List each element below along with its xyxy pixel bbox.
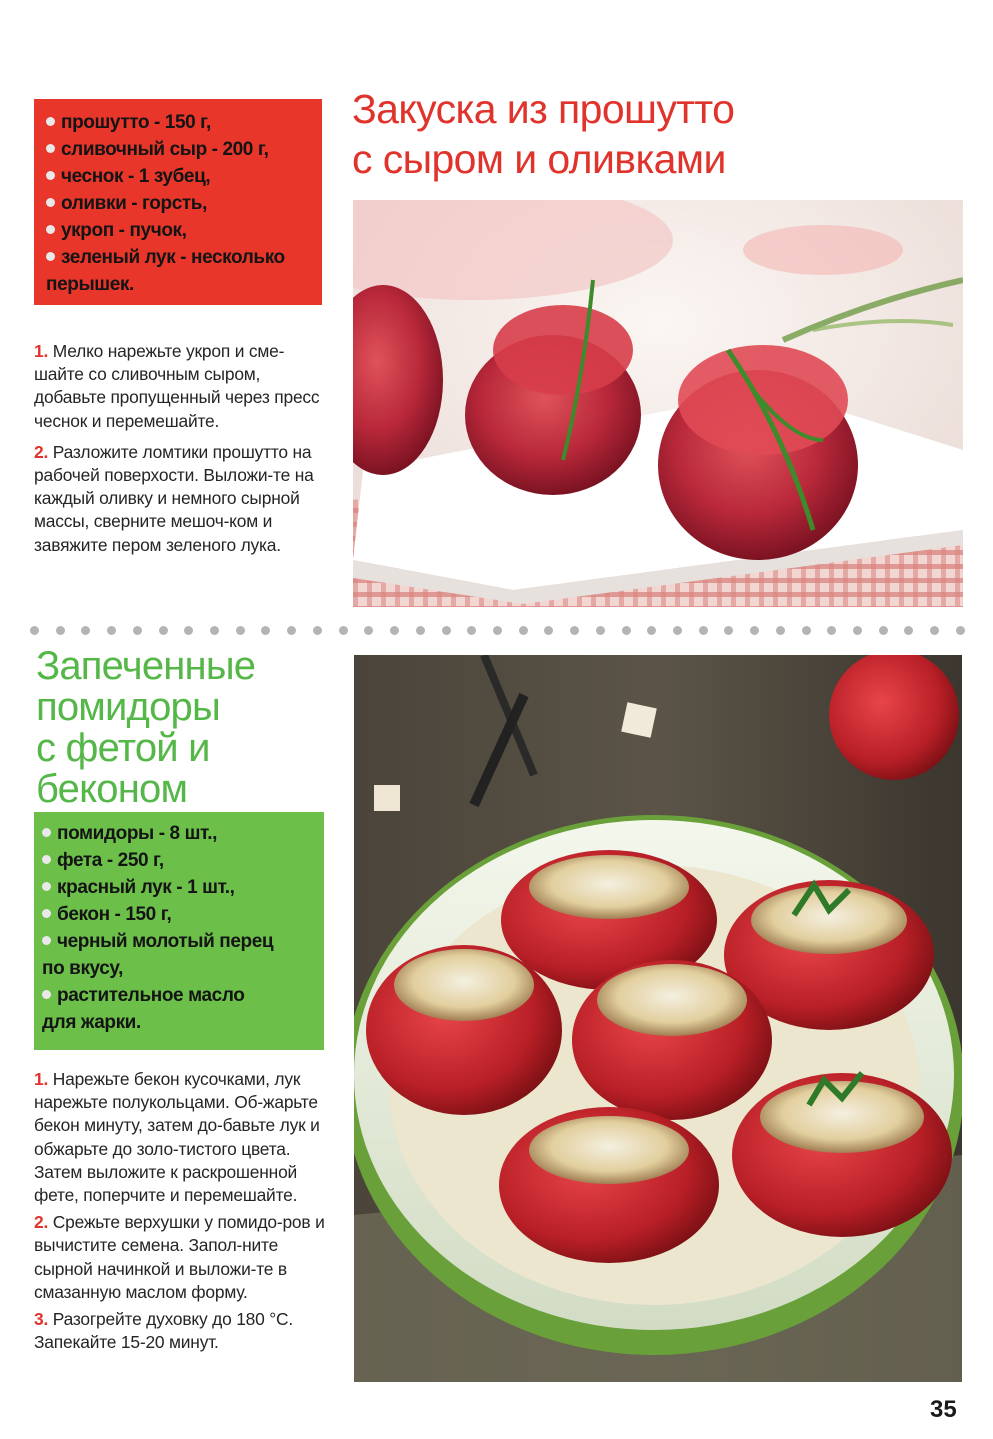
bullet-icon bbox=[46, 144, 55, 153]
bullet-icon bbox=[46, 198, 55, 207]
bullet-icon bbox=[42, 990, 51, 999]
bullet-icon bbox=[42, 936, 51, 945]
ingredient-item: сливочный сыр - 200 г, bbox=[46, 136, 314, 163]
step-item: 2. Срежьте верхушки у помидо-ров и вычистите семена. Запол-ните сырной начинкой и выложи-те в смазанную маслом форму. bbox=[34, 1212, 325, 1302]
ingredient-item: укроп - пучок, bbox=[46, 217, 314, 244]
step-item: 1. Нарежьте бекон кусочками, лук нарежьте полукольцами. Об-жарьте бекон минуту, затем до-бавьте лук и обжарьте до золо-тистого цвета. Затем выложите к раскрошенной фете, поперчите и перемешайте. bbox=[34, 1069, 320, 1206]
bullet-icon bbox=[42, 909, 51, 918]
dotted-divider bbox=[30, 625, 965, 635]
step-item: 1. Мелко нарежьте укроп и сме-шайте со сливочным сыром, добавьте пропущенный через пресс чеснок и перемешайте. bbox=[34, 341, 320, 431]
title-line: Закуска из прошутто bbox=[352, 86, 735, 132]
page-number: 35 bbox=[930, 1396, 957, 1423]
bullet-icon bbox=[46, 252, 55, 261]
ingredient-item: черный молотый перец bbox=[42, 928, 318, 955]
bullet-icon bbox=[42, 828, 51, 837]
ingredient-item-continued: по вкусу, bbox=[42, 958, 124, 979]
ingredient-item-continued: для жарки. bbox=[42, 1012, 141, 1033]
ingredient-item: фета - 250 г, bbox=[42, 847, 318, 874]
bullet-icon bbox=[46, 225, 55, 234]
bullet-icon bbox=[46, 171, 55, 180]
photo-prosciutto-bundles bbox=[353, 200, 963, 607]
title-line: Запеченные bbox=[36, 644, 256, 688]
title-line: помидоры bbox=[36, 685, 220, 729]
title-line: беконом bbox=[36, 767, 188, 811]
recipe-title-prosciutto bbox=[352, 84, 822, 184]
ingredient-item-continued: перышек. bbox=[46, 274, 134, 295]
tomatoes-photo-illustration bbox=[354, 655, 962, 1382]
ingredient-item: зеленый лук - несколько bbox=[46, 244, 314, 271]
step-item: 2. Разложите ломтики прошутто на рабочей поверхости. Выложи-те на каждый оливку и немного сырной массы, сверните мешоч-ком и завяжите пером зеленого лука. bbox=[34, 441, 314, 555]
step-item: 3. Разогрейте духовку до 180 °С. Запекайте 15-20 минут. bbox=[34, 1309, 293, 1353]
ingredient-item: помидоры - 8 шт., bbox=[42, 820, 318, 847]
title-line: с сыром и оливками bbox=[352, 136, 726, 182]
ingredient-item: прошутто - 150 г, bbox=[46, 109, 314, 136]
ingredients-box-prosciutto bbox=[34, 99, 322, 305]
ingredient-item: растительное масло bbox=[42, 982, 318, 1009]
ingredient-item: чеснок - 1 зубец, bbox=[46, 163, 314, 190]
recipe-title-baked-tomatoes bbox=[36, 646, 336, 810]
bullet-icon bbox=[42, 855, 51, 864]
steps-prosciutto bbox=[34, 340, 330, 565]
ingredient-item: бекон - 150 г, bbox=[42, 901, 318, 928]
ingredients-box-tomatoes bbox=[34, 812, 324, 1050]
ingredient-item: красный лук - 1 шт., bbox=[42, 874, 318, 901]
bullet-icon bbox=[42, 882, 51, 891]
bullet-icon bbox=[46, 117, 55, 126]
prosciutto-photo-illustration bbox=[353, 200, 963, 607]
steps-baked-tomatoes bbox=[34, 1068, 334, 1362]
ingredient-item: оливки - горсть, bbox=[46, 190, 314, 217]
photo-baked-tomatoes bbox=[354, 655, 962, 1382]
title-line: с фетой и bbox=[36, 726, 210, 770]
